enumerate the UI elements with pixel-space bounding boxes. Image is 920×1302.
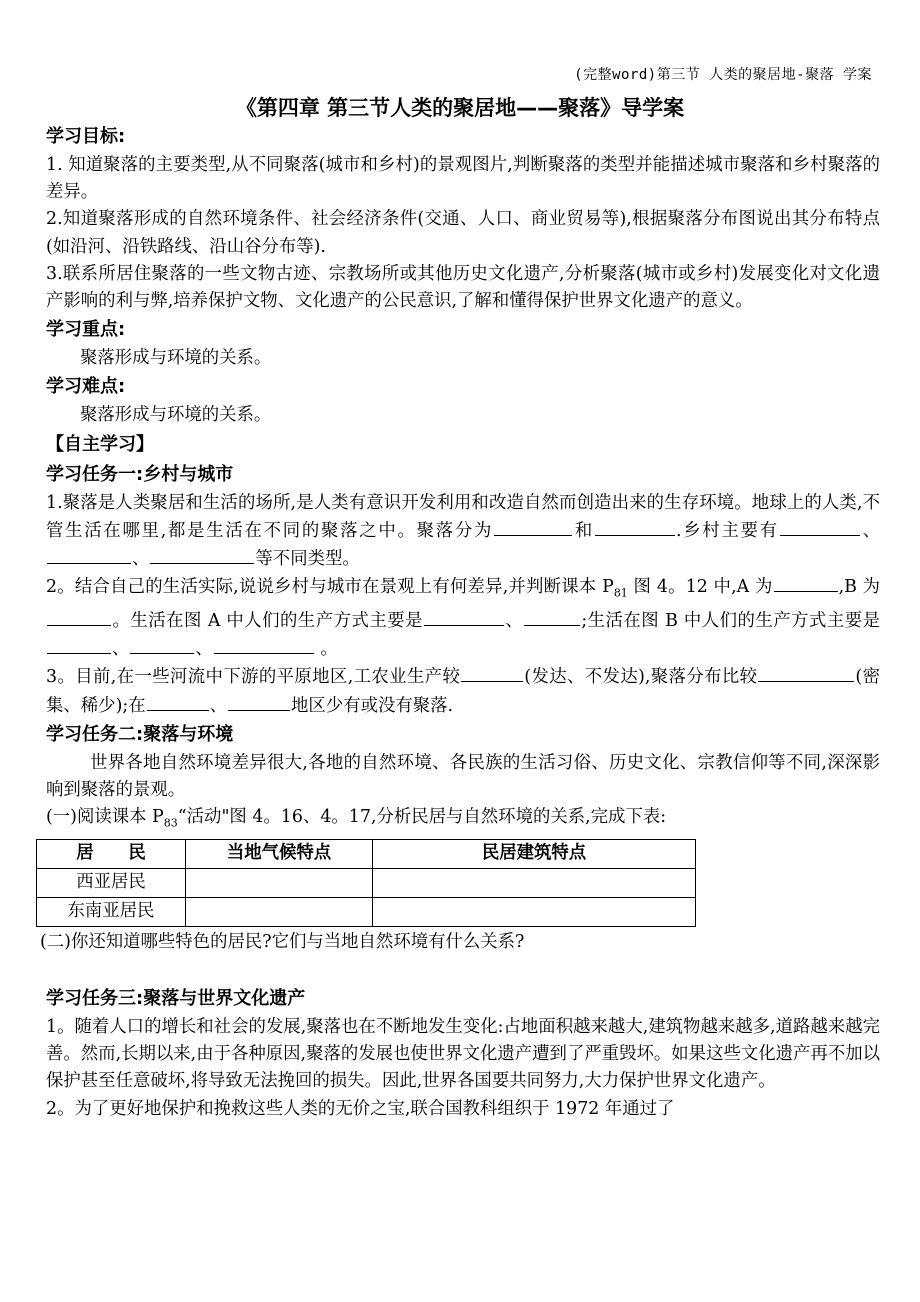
task2-heading: 学习任务二:聚落与环境 xyxy=(46,723,234,745)
table-header: 当地气候特点 xyxy=(186,839,373,868)
task3-paragraph-1: 1。随着人口的增长和社会的发展,聚落也在不断地发生变化:占地面积越来越大,建筑物越来越多,道路越来越完善。然而,长期以来,由于各种原因,聚落的发展也使世界文化遗产遭到了严重毁坏。如果这些文化遗产再不加以保护甚至任意破坏,将导致无法挽回的损失。因此,世界各国要共同努力,大力保护世界文化遗产。 xyxy=(46,1017,880,1092)
answer-blank[interactable] xyxy=(461,663,523,682)
task3-heading: 学习任务三:聚落与世界文化遗产 xyxy=(46,988,306,1009)
table-cell: 西亚居民 xyxy=(37,868,186,897)
document-title: 《第四章 第三节人类的聚居地——聚落》导学案 xyxy=(235,96,685,120)
question-text: (一)阅读课本 P xyxy=(46,807,164,828)
task2-part2: (二)你还知道哪些特色的居民?它们与当地自然环境有什么关系? xyxy=(40,931,525,952)
answer-blank[interactable] xyxy=(130,635,194,654)
table-header-row xyxy=(37,839,696,868)
document-body xyxy=(40,122,880,1123)
question-text: ,B 为 xyxy=(838,577,880,598)
question-text: (密集、稀少);在 xyxy=(46,667,880,716)
difficulties-text: 聚落形成与环境的关系。 xyxy=(80,405,272,426)
page-header: (完整word)第三节 人类的聚居地-聚落 学案 xyxy=(574,67,872,83)
question-text: 等不同类型。 xyxy=(255,549,360,570)
answer-blank[interactable] xyxy=(774,573,838,592)
difficulties-heading: 学习难点: xyxy=(46,376,126,398)
answer-blank[interactable] xyxy=(758,663,854,682)
objective-item: 1. 知道聚落的主要类型,从不同聚落(城市和乡村)的景观图片,判断聚落的类型并能描述城市聚落和乡村聚落的差异。 xyxy=(46,155,880,203)
self-study-heading: 【自主学习】 xyxy=(46,433,154,455)
table-cell-input[interactable] xyxy=(373,897,696,926)
question-text: 图 4。12 中,A 为 xyxy=(627,577,773,598)
question-text: 、 xyxy=(112,639,130,660)
task2-intro: 世界各地自然环境差异很大,各地的自然环境、各民族的生活习俗、历史文化、宗教信仰等不同,深深影响到聚落的景观。 xyxy=(46,752,880,800)
task1-question-2 xyxy=(46,573,880,663)
task1-question-3 xyxy=(46,663,880,719)
question-text: 、 xyxy=(504,610,524,631)
page-number: 81 xyxy=(613,586,628,600)
table-cell-input[interactable] xyxy=(186,897,373,926)
question-text: .乡村主要有 xyxy=(675,520,779,541)
objective-item: 3.联系所居住聚落的一些文物古迹、宗教场所或其他历史文化遗产,分析聚落(城市或乡村)发展变化对文化遗产影响的利与弊,培养保护文物、文化遗产的公民意识,了解和懂得保护世界文化遗产的意义。 xyxy=(46,263,880,312)
question-text: 、 xyxy=(132,549,150,570)
question-text: “活动"图 4。16、4。17,分析民居与自然环境的关系,完成下表: xyxy=(177,807,667,828)
question-text: 1.聚落是人类聚居和生活的场所,是人类有意识开发利用和改造自然而创造出来的生存环境。地球上的人类,不管生活在哪里,都是生活在不同的聚落之中。聚落分为 xyxy=(46,492,880,541)
answer-blank[interactable] xyxy=(228,692,290,711)
answer-blank[interactable] xyxy=(47,607,111,626)
question-text: 3。目前,在一些河流中下游的平原地区,工农业生产较 xyxy=(46,667,461,688)
spacer xyxy=(46,956,880,984)
table-cell: 东南亚居民 xyxy=(37,897,186,926)
residence-table xyxy=(36,839,696,927)
table-header: 居 民 xyxy=(37,839,186,868)
answer-blank[interactable] xyxy=(595,517,675,536)
answer-blank[interactable] xyxy=(494,517,572,536)
answer-blank[interactable] xyxy=(424,607,504,626)
key-points-text: 聚落形成与环境的关系。 xyxy=(80,348,272,369)
table-header: 民居建筑特点 xyxy=(373,839,696,868)
answer-blank[interactable] xyxy=(147,692,209,711)
answer-blank[interactable] xyxy=(780,517,860,536)
question-text: ;生活在图 B 中人们的生产方式主要是 xyxy=(581,610,880,631)
question-text: 。 xyxy=(314,639,338,660)
answer-blank[interactable] xyxy=(47,635,111,654)
task3-paragraph-2: 2。为了更好地保护和挽救这些人类的无价之宝,联合国教科组织于 1972 年通过了 xyxy=(46,1098,675,1119)
answer-blank[interactable] xyxy=(47,545,131,564)
question-text: 、 xyxy=(209,695,228,716)
table-cell-input[interactable] xyxy=(186,868,373,897)
table-row xyxy=(37,897,696,926)
question-text: 和 xyxy=(573,520,594,541)
answer-blank[interactable] xyxy=(150,545,254,564)
question-text: 、 xyxy=(860,520,880,541)
question-text: 、 xyxy=(195,639,213,660)
page-number: 83 xyxy=(163,816,178,830)
table-row xyxy=(37,868,696,897)
answer-blank[interactable] xyxy=(214,635,314,654)
table-cell-input[interactable] xyxy=(373,868,696,897)
task1-question-1 xyxy=(46,490,880,574)
objectives-heading: 学习目标: xyxy=(46,126,126,147)
key-points-heading: 学习重点: xyxy=(46,319,126,341)
task2-part1 xyxy=(46,804,880,837)
question-text: (发达、不发达),聚落分布比较 xyxy=(524,667,758,688)
answer-blank[interactable] xyxy=(524,607,580,626)
question-text: 2。结合自己的生活实际,说说乡村与城市在景观上有何差异,并判断课本 P xyxy=(46,577,614,598)
question-text: 地区少有或没有聚落. xyxy=(291,695,454,716)
question-text: 。生活在图 A 中人们的生产方式主要是 xyxy=(112,610,423,631)
task1-heading: 学习任务一:乡村与城市 xyxy=(46,463,234,485)
objective-item: 2.知道聚落形成的自然环境条件、社会经济条件(交通、人口、商业贸易等),根据聚落分布图说出其分布特点(如沿河、沿铁路线、沿山谷分布等). xyxy=(46,209,880,257)
